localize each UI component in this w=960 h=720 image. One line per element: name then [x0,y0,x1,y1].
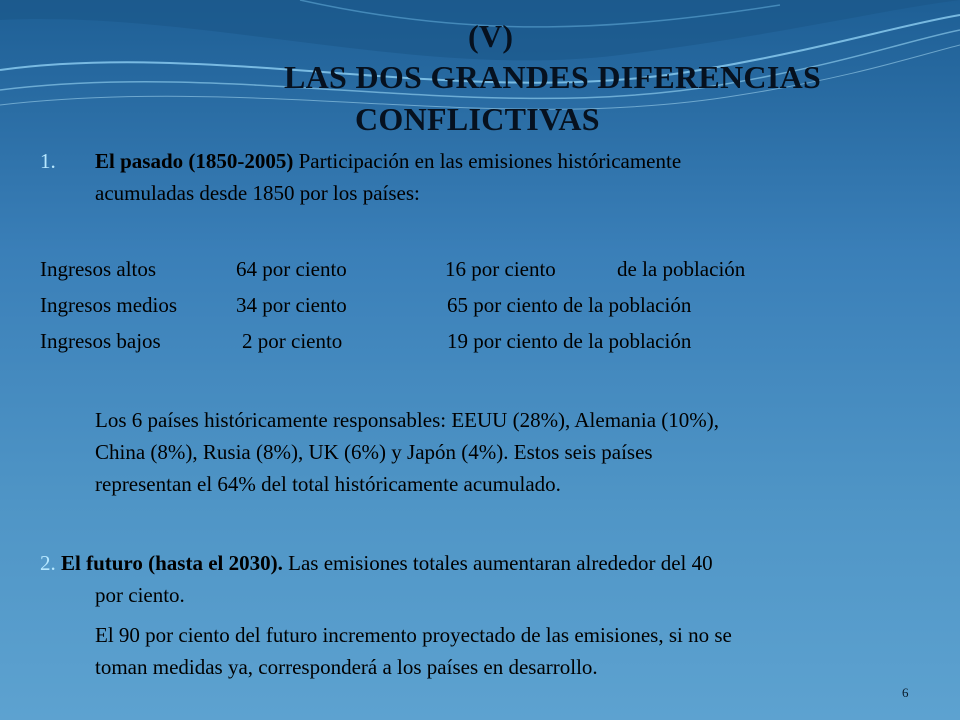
item-1-line-1 [95,146,681,176]
income-population-suffix: de la población [617,257,746,281]
item-2-number: 2. [40,551,56,575]
income-population-medium: 65 por ciento de la población [447,293,692,317]
item-1-heading: El pasado (1850-2005) [95,149,294,173]
future-note-line-1: El 90 por ciento del futuro incremento proyectado de las emisiones, si no se [95,623,732,647]
responsible-line-2: China (8%), Rusia (8%), UK (6%) y Japón (4%). Estos seis países [95,440,653,464]
item-1-text: Participación en las emisiones históricamente [293,149,682,173]
item-2-line-2: por ciento. [95,583,185,607]
income-emissions-low: 2 por ciento [242,329,343,353]
item-2-line-1 [40,548,713,578]
page-number: 6 [902,685,909,700]
item-1-number: 1. [40,149,56,173]
income-population-low: 19 por ciento de la población [447,329,692,353]
income-group-medium: Ingresos medios [40,293,178,317]
title-line-2: LAS DOS GRANDES DIFERENCIAS [284,59,822,95]
income-emissions-medium: 34 por ciento [236,293,347,317]
item-1-line-2: acumuladas desde 1850 por los países: [95,181,420,205]
responsible-line-3: representan el 64% del total históricamente acumulado. [95,472,561,496]
income-emissions-high: 64 por ciento [236,257,347,281]
title-line-1: (V) [468,18,514,54]
income-population-high: 16 por ciento [445,257,556,281]
future-note-line-2: toman medidas ya, corresponderá a los países en desarrollo. [95,655,598,679]
item-2-heading: El futuro (hasta el 2030). [61,551,283,575]
item-2-text: Las emisiones totales aumentaran alrededor del 40 [282,551,713,575]
responsible-line-1: Los 6 países históricamente responsables: EEUU (28%), Alemania (10%), [95,408,720,432]
title-line-3: CONFLICTIVAS [355,101,600,137]
income-group-high: Ingresos altos [40,257,157,281]
income-group-low: Ingresos bajos [40,329,161,353]
